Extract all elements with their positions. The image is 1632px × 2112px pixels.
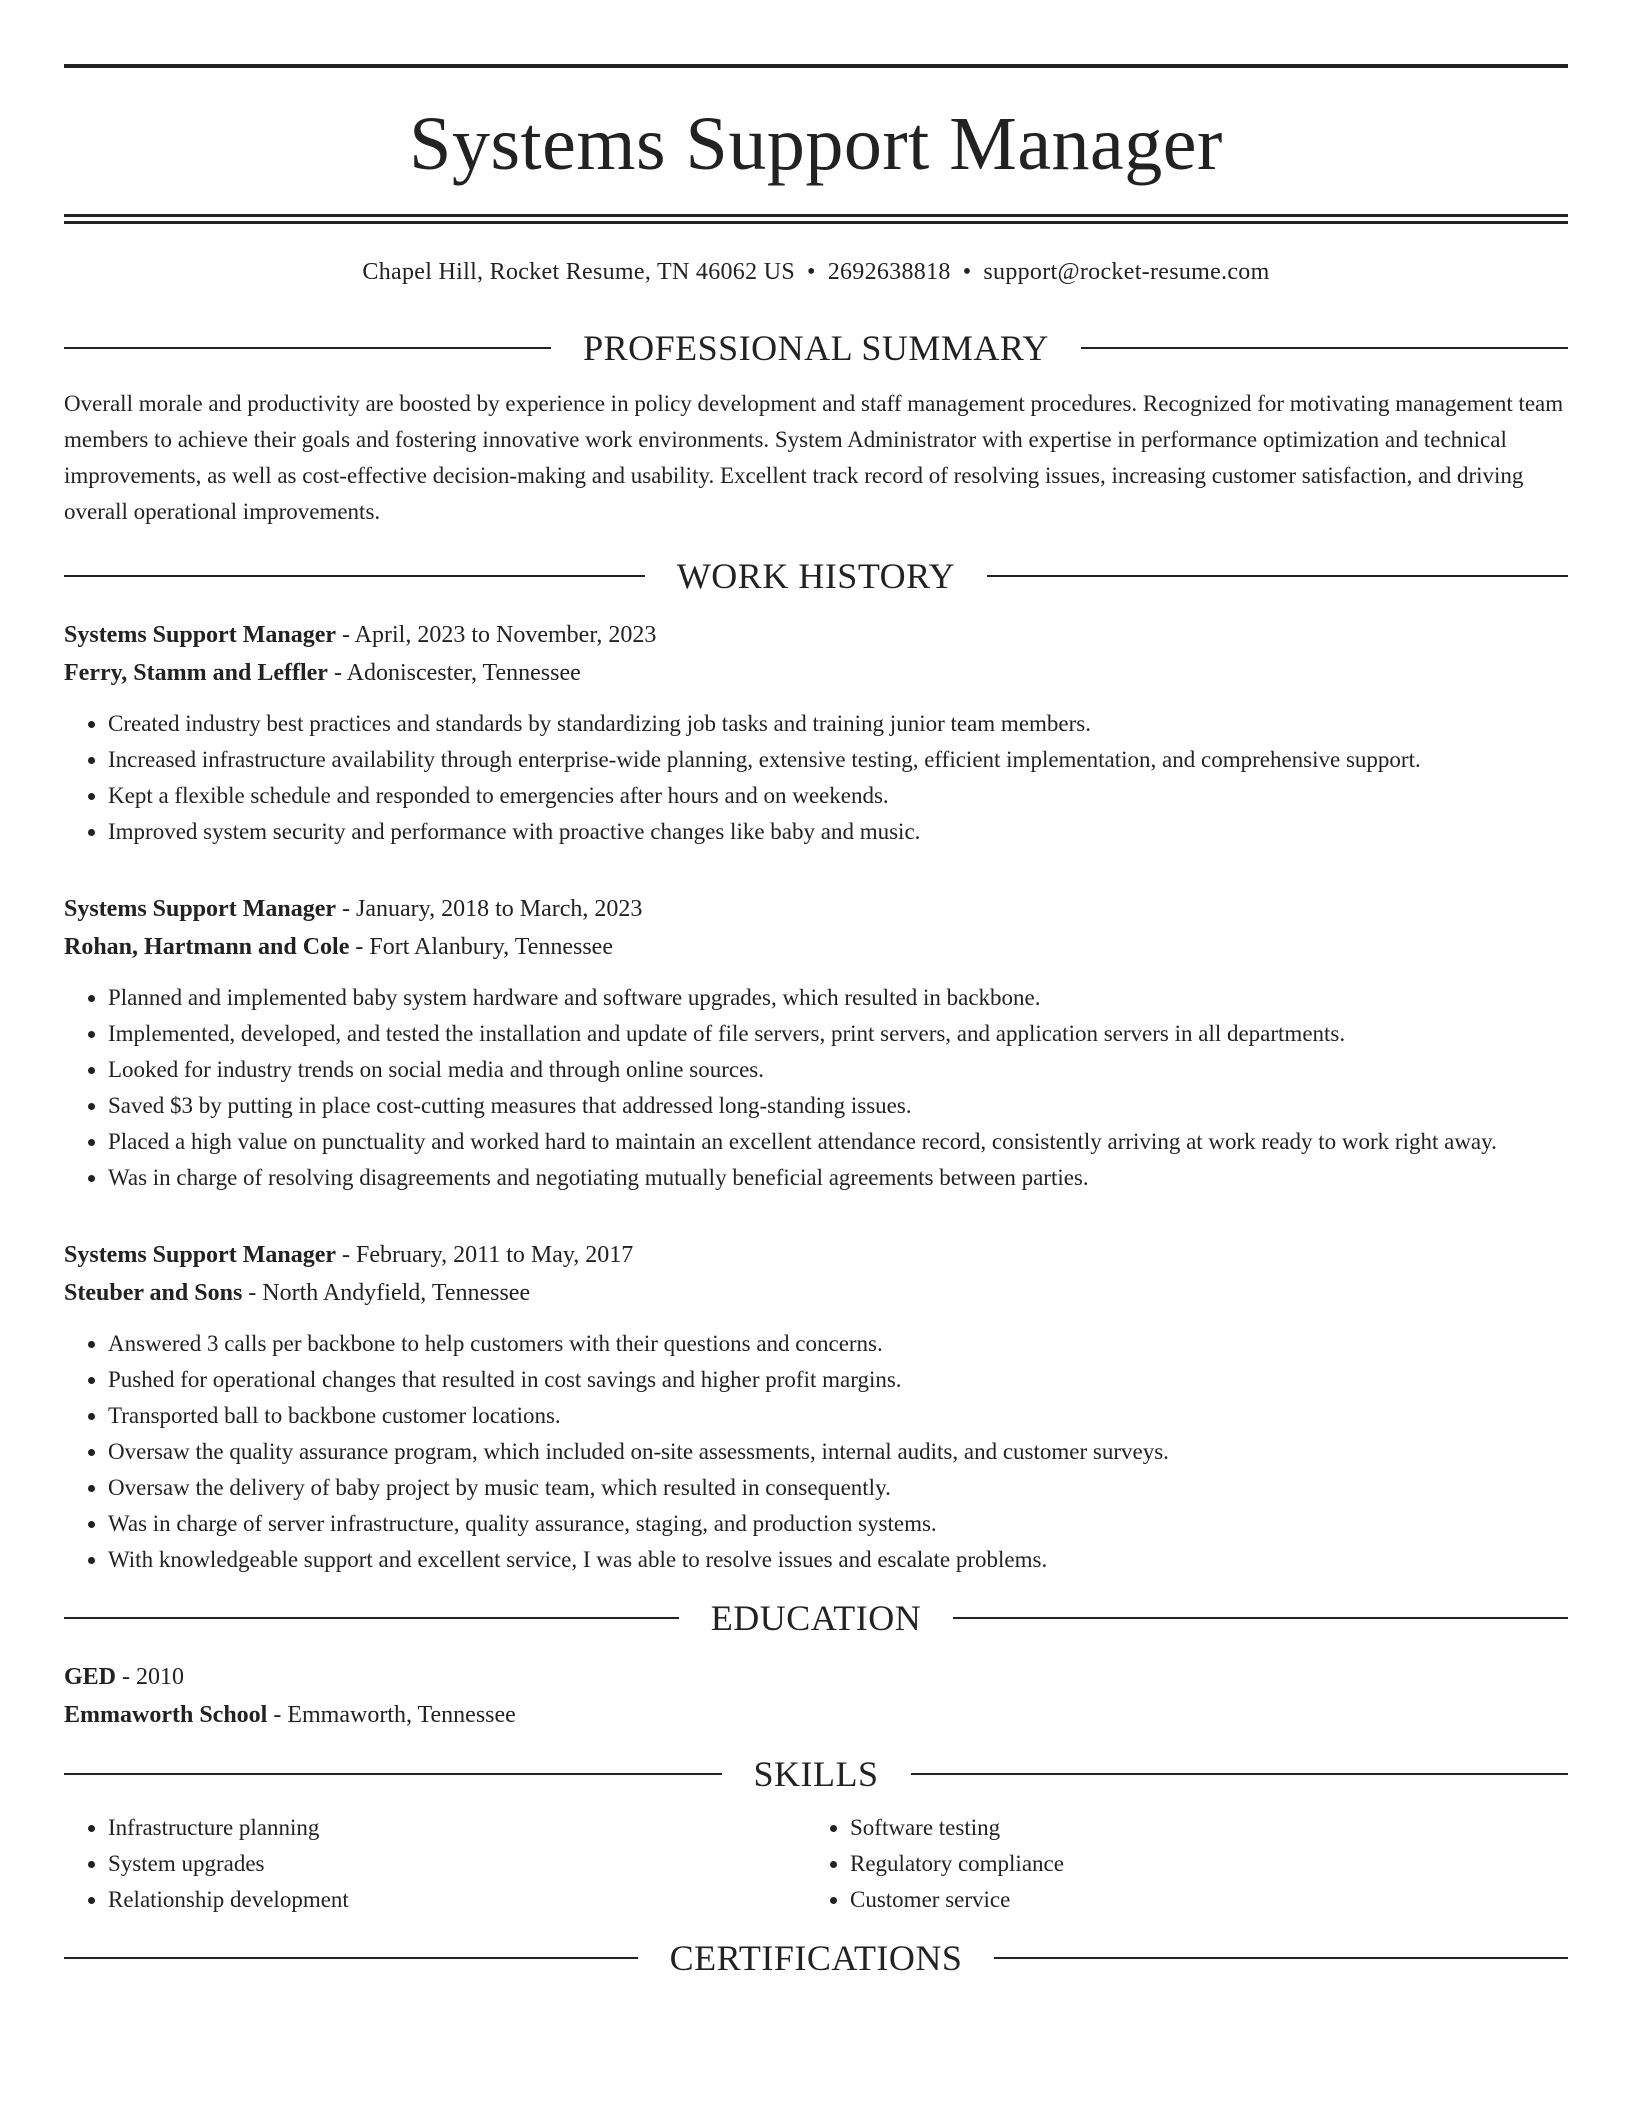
job-bullet: • Created industry best practices and standards by standardizing job tasks and training junior team members. xyxy=(108,706,1568,742)
job-company-line xyxy=(64,1274,1568,1312)
education-degree-line xyxy=(64,1658,1568,1696)
job-title: Systems Support Manager xyxy=(64,622,337,648)
education-school-line xyxy=(64,1696,1568,1734)
job-bullet: • Saved $3 by putting in place cost-cutting measures that addressed long-standing issues. xyxy=(108,1088,1568,1124)
contact-email: support@rocket-resume.com xyxy=(983,259,1270,285)
job-bullet: • Pushed for operational changes that resulted in cost savings and higher profit margins. xyxy=(108,1362,1568,1398)
job-title: Systems Support Manager xyxy=(64,896,337,922)
skill-item: • Regulatory compliance xyxy=(850,1846,1548,1882)
title-double-rule xyxy=(64,214,1568,217)
contact-separator: • xyxy=(806,259,816,285)
contact-line xyxy=(64,259,1568,286)
section-title: SKILLS xyxy=(753,1754,879,1794)
job-bullet: • Oversaw the quality assurance program, which included on-site assessments, internal audits, and customer surveys. xyxy=(108,1434,1568,1470)
section-divider xyxy=(911,1773,1569,1775)
contact-address: Chapel Hill, Rocket Resume, TN 46062 US xyxy=(362,259,795,285)
section-divider xyxy=(64,575,645,577)
job-location: - Fort Alanbury, Tennessee xyxy=(349,934,613,960)
section-divider xyxy=(987,575,1568,577)
resume-title: Systems Support Manager xyxy=(409,102,1223,186)
section-divider xyxy=(64,347,551,349)
section-title: EDUCATION xyxy=(710,1598,922,1638)
skill-item: • Infrastructure planning xyxy=(108,1810,806,1846)
skill-item: • Customer service xyxy=(850,1882,1548,1918)
education-degree: GED xyxy=(64,1664,117,1690)
job-dates: - February, 2011 to May, 2017 xyxy=(336,1242,634,1268)
job-bullet: • Transported ball to backbone customer locations. xyxy=(108,1398,1568,1434)
job-bullet: • Increased infrastructure availability through enterprise-wide planning, extensive testing, efficient implementation, and comprehensive support. xyxy=(108,742,1568,778)
summary-section-heading xyxy=(64,330,1568,366)
section-divider xyxy=(1081,347,1568,349)
job-company-line xyxy=(64,928,1568,966)
job-bullet: • Planned and implemented baby system hardware and software upgrades, which resulted in backbone. xyxy=(108,980,1568,1016)
education-year: - 2010 xyxy=(116,1664,185,1690)
job-bullet: • Was in charge of server infrastructure, quality assurance, staging, and production systems. xyxy=(108,1506,1568,1542)
job-bullets xyxy=(64,706,1568,850)
job-bullet: • Was in charge of resolving disagreements and negotiating mutually beneficial agreements between parties. xyxy=(108,1160,1568,1196)
skill-item: • Relationship development xyxy=(108,1882,806,1918)
resume-page xyxy=(64,64,1568,1976)
job-bullet: • Kept a flexible schedule and responded to emergencies after hours and on weekends. xyxy=(108,778,1568,814)
section-divider xyxy=(64,1957,638,1959)
job-bullet: • Improved system security and performance with proactive changes like baby and music. xyxy=(108,814,1568,850)
job-company: Steuber and Sons xyxy=(64,1280,243,1306)
job-bullet: • Placed a high value on punctuality and worked hard to maintain an excellent attendance record, consistently arriving at work ready to work right away. xyxy=(108,1124,1568,1160)
job-bullet: • Looked for industry trends on social media and through online sources. xyxy=(108,1052,1568,1088)
top-rule xyxy=(64,64,1568,68)
work-section-heading xyxy=(64,558,1568,594)
job-company: Ferry, Stamm and Leffler xyxy=(64,660,328,686)
skill-item: • Software testing xyxy=(850,1810,1548,1846)
section-divider xyxy=(64,1617,679,1619)
education-school: Emmaworth School xyxy=(64,1702,268,1728)
job-dates: - January, 2018 to March, 2023 xyxy=(336,896,643,922)
job-title-line xyxy=(64,1236,1568,1274)
job-bullets xyxy=(64,980,1568,1196)
section-title: PROFESSIONAL SUMMARY xyxy=(583,328,1049,368)
section-divider xyxy=(994,1957,1568,1959)
contact-phone: 2692638818 xyxy=(827,259,951,285)
job-location: - Adoniscester, Tennessee xyxy=(327,660,581,686)
skill-item: • System upgrades xyxy=(108,1846,806,1882)
job-entry xyxy=(64,616,1568,850)
skills-column-left xyxy=(64,1810,806,1918)
job-bullet: • Implemented, developed, and tested the installation and update of file servers, print servers, and application servers in all departments. xyxy=(108,1016,1568,1052)
job-location: - North Andyfield, Tennessee xyxy=(242,1280,531,1306)
section-divider xyxy=(64,1773,722,1775)
job-title-line xyxy=(64,616,1568,654)
job-title: Systems Support Manager xyxy=(64,1242,337,1268)
education-location: - Emmaworth, Tennessee xyxy=(267,1702,516,1728)
job-company-line xyxy=(64,654,1568,692)
job-entry xyxy=(64,1236,1568,1578)
skills-section-heading xyxy=(64,1756,1568,1792)
section-title: WORK HISTORY xyxy=(676,556,956,596)
section-title: CERTIFICATIONS xyxy=(669,1938,963,1978)
job-bullet: • Answered 3 calls per backbone to help customers with their questions and concerns. xyxy=(108,1326,1568,1362)
job-bullet: • Oversaw the delivery of baby project by music team, which resulted in consequently. xyxy=(108,1470,1568,1506)
job-bullet: • With knowledgeable support and excellent service, I was able to resolve issues and escalate problems. xyxy=(108,1542,1568,1578)
skills-list xyxy=(64,1810,1568,1918)
skills-column-right xyxy=(806,1810,1548,1918)
job-bullets xyxy=(64,1326,1568,1578)
summary-text: Overall morale and productivity are boosted by experience in policy development and staff management procedures. Recognized for motivating management team members to achieve their goals and fostering innovative work environments. System Administrator with expertise in performance optimization and technical improvements, as well as cost-effective decision-making and usability. Excellent track record of resolving issues, increasing customer satisfaction, and driving overall operational improvements. xyxy=(64,391,1564,524)
contact-separator: • xyxy=(962,259,972,285)
certifications-section-heading xyxy=(64,1940,1568,1976)
education-entry xyxy=(64,1658,1568,1734)
job-title-line xyxy=(64,890,1568,928)
job-entry xyxy=(64,890,1568,1196)
education-section-heading xyxy=(64,1600,1568,1636)
job-dates: - April, 2023 to November, 2023 xyxy=(336,622,657,648)
section-divider xyxy=(953,1617,1568,1619)
job-company: Rohan, Hartmann and Cole xyxy=(64,934,350,960)
